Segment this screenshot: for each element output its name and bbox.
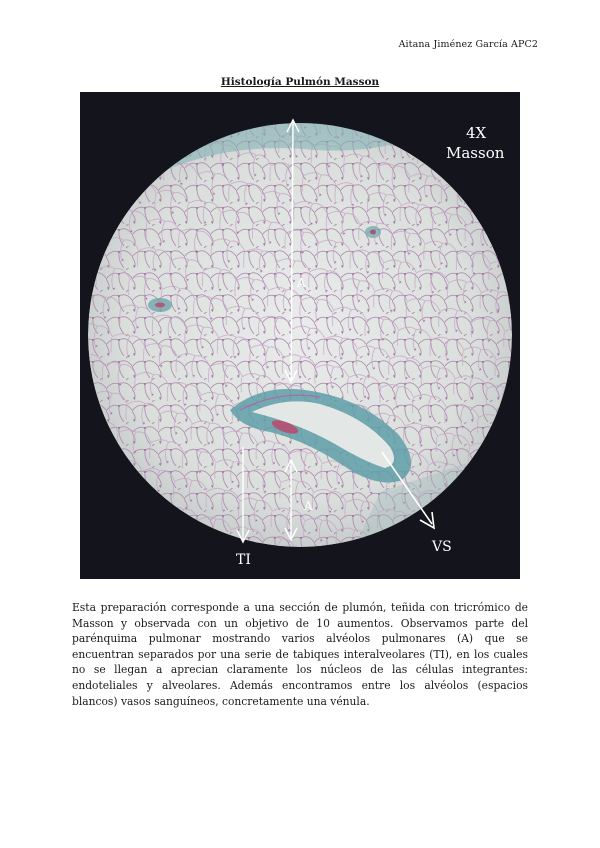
small-vessel xyxy=(365,226,381,238)
vessel-label: VS xyxy=(432,539,452,555)
author-name: Aitana Jiménez García APC2 xyxy=(398,39,538,50)
description-paragraph xyxy=(72,600,528,709)
micrograph-image xyxy=(80,92,520,579)
small-vessel xyxy=(148,298,172,312)
stain-label: Masson xyxy=(446,144,505,162)
magnification-label: 4X xyxy=(466,124,487,142)
paragraph-text: Esta preparación corresponde a una sección de plumón, teñida con tricrómico de Masson y observada con un objetivo de 10 aumentos. Observamos parte del parénquima pulmonar mostrando varios alvéolos pulmonares (A) que se encuentran separados por una serie de tabiques interalveolares (TI), en los cuales no se llegan a aprecian claramente los núcleos de las células integrantes: endoteliales y alveolares. Además encontramos entre los alvéolos (espacios blancos) vasos sanguíneos, concretamente una vénula. xyxy=(72,601,528,708)
document-title: Histología Pulmón Masson xyxy=(220,76,380,88)
alveolus-label: A xyxy=(304,499,313,513)
alveolus-label: A xyxy=(297,276,306,290)
septum-label: TI xyxy=(236,552,251,568)
